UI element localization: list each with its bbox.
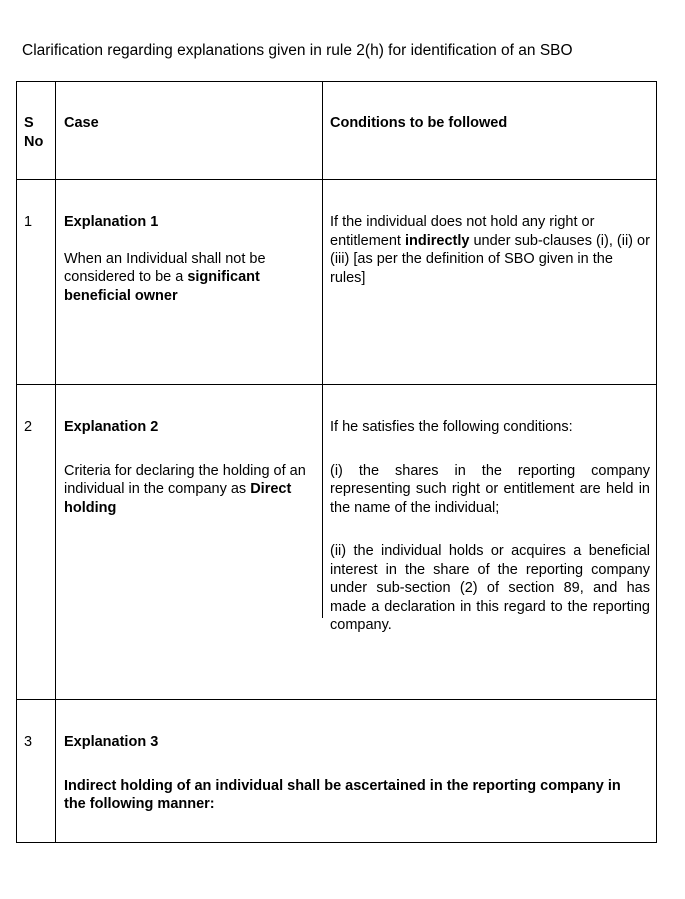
table-border-left [16, 81, 17, 843]
table-border-bottom [16, 842, 657, 843]
row-1-sno: 1 [24, 214, 33, 230]
row-2-conditions [330, 418, 650, 635]
row-1-case-text: When an Individual shall not be considered to be a significant beneficial owner [64, 250, 266, 304]
row-3-case [64, 733, 624, 814]
header-conditions: Conditions to be followed [330, 115, 508, 131]
sbo-table [16, 81, 657, 843]
row-2-case-text: Criteria for declaring the holding of an individual in the company as Direct holding [64, 462, 306, 516]
row-divider-3 [16, 699, 657, 700]
table-border-top [16, 81, 657, 82]
row-1-case-title: Explanation 1 [64, 214, 159, 230]
column-divider-case [322, 81, 323, 618]
row-2-cond-intro: If he satisfies the following conditions: [330, 419, 573, 435]
row-2-sno: 2 [24, 419, 33, 435]
row-2-cond-i: (i) the shares in the reporting company representing such right or entitlement are held in the name of the individual; [330, 462, 650, 516]
row-2-cond-ii: (ii) the individual holds or acquires a beneficial interest in the share of the reporting company under sub-section (2) of section 89, and has made a declaration in this regard to the reporting company. [330, 543, 650, 633]
row-3-sno: 3 [24, 734, 33, 750]
row-1-conditions: If the individual does not hold any right or entitlement indirectly under sub-clauses (i), (ii) or (iii) [as per the definition of SBO given in the rules] [330, 214, 650, 286]
row-2-case-title: Explanation 2 [64, 419, 159, 435]
page-title: Clarification regarding explanations given in rule 2(h) for identification of an SBO [22, 42, 573, 59]
header-case: Case [64, 115, 99, 131]
header-sno: S No [24, 115, 44, 150]
row-3-case-title: Explanation 3 [64, 734, 159, 750]
row-divider-2 [16, 384, 657, 385]
row-2-case [64, 418, 314, 517]
row-divider-1 [16, 179, 657, 180]
column-divider-sno [55, 81, 56, 843]
row-3-case-text: Indirect holding of an individual shall be ascertained in the reporting company in the following manner: [64, 777, 621, 812]
table-border-right [656, 81, 657, 843]
row-1-case [64, 213, 314, 305]
